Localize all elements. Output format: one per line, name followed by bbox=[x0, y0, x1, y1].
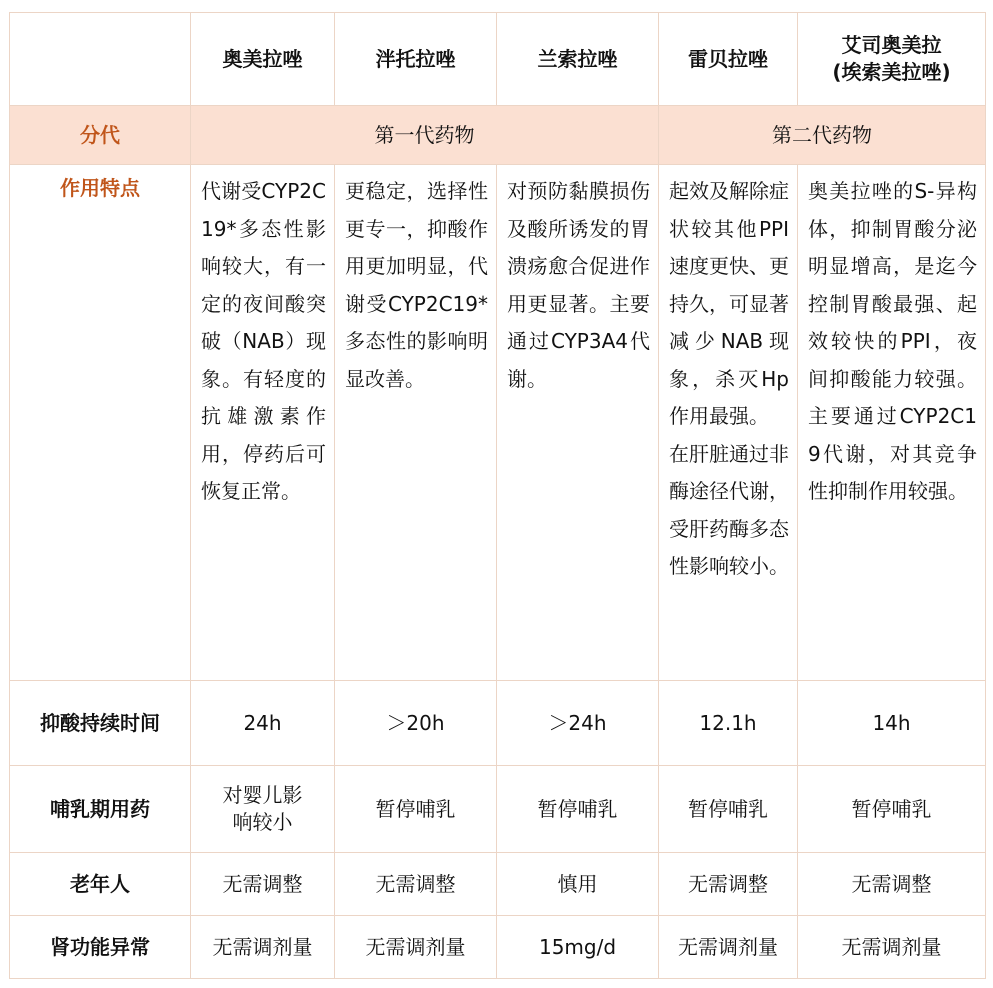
renal-omeprazole: 无需调剂量 bbox=[191, 916, 335, 979]
elderly-pantoprazole: 无需调整 bbox=[335, 853, 497, 916]
col-header-rabeprazole: 雷贝拉唑 bbox=[659, 13, 798, 106]
renal-pantoprazole: 无需调剂量 bbox=[335, 916, 497, 979]
col-header-pantoprazole: 泮托拉唑 bbox=[335, 13, 497, 106]
renal-label: 肾功能异常 bbox=[10, 916, 191, 979]
ppi-comparison-table bbox=[9, 12, 986, 979]
lactation-rabeprazole: 暂停哺乳 bbox=[659, 766, 798, 853]
lactation-omeprazole: 对婴儿影响较小 bbox=[191, 766, 335, 853]
col-header-esomeprazole-alias: (埃索美拉唑) bbox=[832, 60, 951, 84]
features-lansoprazole-text: 对预防黏膜损伤及酸所诱发的胃溃疡愈合促进作用更显著。主要通过CYP3A4代谢。 bbox=[507, 179, 650, 391]
features-pantoprazole bbox=[335, 165, 497, 681]
features-pantoprazole-text: 更稳定，选择性更专一，抑酸作用更加明显，代谢受CYP2C19*多态性的影响明显改善。 bbox=[345, 179, 488, 391]
duration-omeprazole: 24h bbox=[191, 681, 335, 766]
elderly-lansoprazole: 慎用 bbox=[497, 853, 659, 916]
renal-rabeprazole: 无需调剂量 bbox=[659, 916, 798, 979]
features-esomeprazole bbox=[798, 165, 986, 681]
renal-lansoprazole: 15mg/d bbox=[497, 916, 659, 979]
duration-row bbox=[10, 681, 986, 766]
features-row bbox=[10, 165, 986, 681]
lactation-lansoprazole: 暂停哺乳 bbox=[497, 766, 659, 853]
corner-cell bbox=[10, 13, 191, 106]
elderly-rabeprazole: 无需调整 bbox=[659, 853, 798, 916]
col-header-lansoprazole: 兰索拉唑 bbox=[497, 13, 659, 106]
features-rabeprazole-text-2: 在肝脏通过非酶途径代谢，受肝药酶多态性影响较小。 bbox=[669, 441, 789, 578]
first-generation-cell: 第一代药物 bbox=[191, 106, 659, 165]
features-esomeprazole-text: 奥美拉唑的S-异构体，抑制胃酸分泌明显增高，是迄今控制胃酸最强、起效较快的PPI，夜间抑酸能力较强。主要通过CYP2C19代谢，对其竞争性抑制作用较强。 bbox=[808, 179, 977, 503]
generation-row bbox=[10, 106, 986, 165]
features-omeprazole bbox=[191, 165, 335, 681]
generation-label: 分代 bbox=[10, 106, 191, 165]
renal-row bbox=[10, 916, 986, 979]
elderly-omeprazole: 无需调整 bbox=[191, 853, 335, 916]
features-rabeprazole bbox=[659, 165, 798, 681]
col-header-omeprazole: 奥美拉唑 bbox=[191, 13, 335, 106]
duration-label: 抑酸持续时间 bbox=[10, 681, 191, 766]
features-lansoprazole bbox=[497, 165, 659, 681]
lactation-row bbox=[10, 766, 986, 853]
duration-esomeprazole: 14h bbox=[798, 681, 986, 766]
duration-rabeprazole: 12.1h bbox=[659, 681, 798, 766]
features-label: 作用特点 bbox=[10, 165, 191, 681]
features-omeprazole-text: 代谢受CYP2C19*多态性影响较大，有一定的夜间酸突破（NAB）现象。有轻度的抗雄激素作用，停药后可恢复正常。 bbox=[201, 179, 326, 503]
elderly-esomeprazole: 无需调整 bbox=[798, 853, 986, 916]
lactation-esomeprazole: 暂停哺乳 bbox=[798, 766, 986, 853]
col-header-esomeprazole-name: 艾司奥美拉 bbox=[841, 33, 942, 57]
elderly-label: 老年人 bbox=[10, 853, 191, 916]
col-header-esomeprazole bbox=[798, 13, 986, 106]
lactation-label: 哺乳期用药 bbox=[10, 766, 191, 853]
renal-esomeprazole: 无需调剂量 bbox=[798, 916, 986, 979]
second-generation-cell: 第二代药物 bbox=[659, 106, 986, 165]
elderly-row bbox=[10, 853, 986, 916]
duration-pantoprazole: ＞20h bbox=[335, 681, 497, 766]
features-rabeprazole-text: 起效及解除症状较其他PPI速度更快、更持久，可显著减少NAB现象，杀灭Hp作用最强。 bbox=[669, 179, 789, 428]
header-row bbox=[10, 13, 986, 106]
duration-lansoprazole: ＞24h bbox=[497, 681, 659, 766]
lactation-pantoprazole: 暂停哺乳 bbox=[335, 766, 497, 853]
